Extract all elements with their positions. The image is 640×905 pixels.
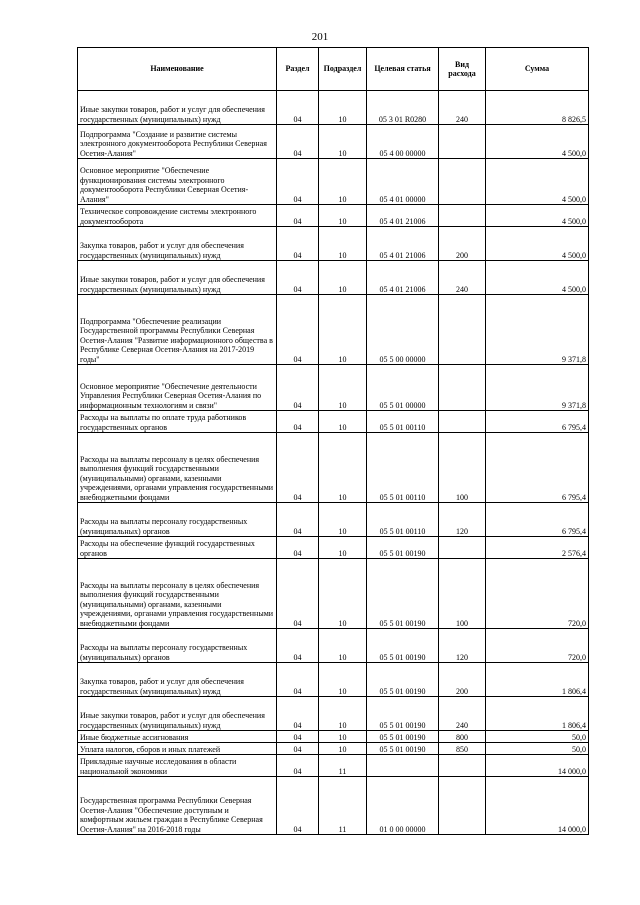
row-section: 04 bbox=[277, 365, 319, 411]
row-name: Подпрограмма "Обеспечение реализации Государственной программы Республики Северная Осетия-Алания "Развитие информационного общества в Республике Северная Осетия-Алания на 2017-2019 годы" bbox=[78, 295, 277, 365]
table-row bbox=[78, 125, 589, 159]
row-section: 04 bbox=[277, 743, 319, 755]
table-row bbox=[78, 91, 589, 125]
row-amount: 9 371,8 bbox=[486, 365, 589, 411]
row-amount: 14 000,0 bbox=[486, 777, 589, 835]
table-row bbox=[78, 365, 589, 411]
row-section: 04 bbox=[277, 629, 319, 663]
row-expense-type: 120 bbox=[439, 503, 486, 537]
table-row bbox=[78, 227, 589, 261]
row-expense-type bbox=[439, 159, 486, 205]
row-target: 05 4 01 21006 bbox=[367, 205, 439, 227]
table-header-row bbox=[78, 48, 589, 91]
row-amount: 50,0 bbox=[486, 743, 589, 755]
header-expense-type: Вид расхода bbox=[439, 48, 486, 91]
row-target: 05 5 00 00000 bbox=[367, 295, 439, 365]
row-name: Расходы на выплаты персоналу государственных (муниципальных) органов bbox=[78, 503, 277, 537]
table-row bbox=[78, 433, 589, 503]
row-subsection: 10 bbox=[319, 697, 367, 731]
row-target: 05 5 01 00190 bbox=[367, 559, 439, 629]
table-row bbox=[78, 777, 589, 835]
row-target: 01 0 00 00000 bbox=[367, 777, 439, 835]
table-row bbox=[78, 743, 589, 755]
row-expense-type: 120 bbox=[439, 629, 486, 663]
row-expense-type: 240 bbox=[439, 91, 486, 125]
row-target: 05 5 01 00190 bbox=[367, 663, 439, 697]
row-section: 04 bbox=[277, 697, 319, 731]
header-amount: Сумма bbox=[486, 48, 589, 91]
budget-table bbox=[77, 47, 589, 835]
header-section: Раздел bbox=[277, 48, 319, 91]
row-amount: 720,0 bbox=[486, 629, 589, 663]
row-amount: 4 500,0 bbox=[486, 261, 589, 295]
row-subsection: 10 bbox=[319, 433, 367, 503]
row-name: Уплата налогов, сборов и иных платежей bbox=[78, 743, 277, 755]
row-amount: 8 826,5 bbox=[486, 91, 589, 125]
row-section: 04 bbox=[277, 159, 319, 205]
row-name: Подпрограмма "Создание и развитие системы электронного документооборота Республики Северная Осетия-Алания" bbox=[78, 125, 277, 159]
row-amount: 6 795,4 bbox=[486, 433, 589, 503]
row-expense-type: 240 bbox=[439, 697, 486, 731]
row-amount: 4 500,0 bbox=[486, 125, 589, 159]
row-subsection: 10 bbox=[319, 205, 367, 227]
row-section: 04 bbox=[277, 227, 319, 261]
table-row bbox=[78, 205, 589, 227]
row-subsection: 10 bbox=[319, 261, 367, 295]
row-section: 04 bbox=[277, 755, 319, 777]
table-row bbox=[78, 411, 589, 433]
table-row bbox=[78, 697, 589, 731]
row-expense-type: 240 bbox=[439, 261, 486, 295]
row-amount: 4 500,0 bbox=[486, 159, 589, 205]
row-amount: 1 806,4 bbox=[486, 697, 589, 731]
row-target: 05 5 01 00000 bbox=[367, 365, 439, 411]
row-name: Иные закупки товаров, работ и услуг для обеспечения государственных (муниципальных) нужд bbox=[78, 261, 277, 295]
row-target: 05 5 01 00190 bbox=[367, 743, 439, 755]
table-row bbox=[78, 559, 589, 629]
table-row bbox=[78, 159, 589, 205]
table-row bbox=[78, 629, 589, 663]
row-name: Основное мероприятие "Обеспечение деятельности Управления Республики Северная Осетия-Алания по информационным технологиям и связи" bbox=[78, 365, 277, 411]
row-section: 04 bbox=[277, 537, 319, 559]
row-target: 05 3 01 R0280 bbox=[367, 91, 439, 125]
row-target: 05 5 01 00190 bbox=[367, 697, 439, 731]
row-expense-type bbox=[439, 295, 486, 365]
row-subsection: 10 bbox=[319, 365, 367, 411]
row-amount: 4 500,0 bbox=[486, 205, 589, 227]
row-amount: 2 576,4 bbox=[486, 537, 589, 559]
row-target: 05 5 01 00110 bbox=[367, 433, 439, 503]
row-name: Государственная программа Республики Северная Осетия-Алания "Обеспечение доступным и комфортным жильем граждан в Республике Северная Осетия-Алания" на 2016-2018 годы bbox=[78, 777, 277, 835]
row-expense-type bbox=[439, 205, 486, 227]
row-expense-type bbox=[439, 537, 486, 559]
header-subsection: Подраздел bbox=[319, 48, 367, 91]
row-target: 05 4 01 21006 bbox=[367, 227, 439, 261]
row-target: 05 5 01 00190 bbox=[367, 537, 439, 559]
row-section: 04 bbox=[277, 411, 319, 433]
table-row bbox=[78, 537, 589, 559]
row-section: 04 bbox=[277, 777, 319, 835]
row-name: Прикладные научные исследования в области национальной экономики bbox=[78, 755, 277, 777]
header-name: Наименование bbox=[78, 48, 277, 91]
row-section: 04 bbox=[277, 559, 319, 629]
row-target: 05 4 01 21006 bbox=[367, 261, 439, 295]
table-row bbox=[78, 731, 589, 743]
row-subsection: 10 bbox=[319, 629, 367, 663]
row-section: 04 bbox=[277, 503, 319, 537]
row-name: Закупка товаров, работ и услуг для обеспечения государственных (муниципальных) нужд bbox=[78, 227, 277, 261]
row-target: 05 4 00 00000 bbox=[367, 125, 439, 159]
row-amount: 14 000,0 bbox=[486, 755, 589, 777]
row-name: Закупка товаров, работ и услуг для обеспечения государственных (муниципальных) нужд bbox=[78, 663, 277, 697]
row-subsection: 10 bbox=[319, 91, 367, 125]
row-amount: 4 500,0 bbox=[486, 227, 589, 261]
row-amount: 6 795,4 bbox=[486, 411, 589, 433]
row-target: 05 5 01 00110 bbox=[367, 503, 439, 537]
row-section: 04 bbox=[277, 91, 319, 125]
row-expense-type: 200 bbox=[439, 227, 486, 261]
row-amount: 720,0 bbox=[486, 559, 589, 629]
row-name: Расходы на выплаты персоналу государственных (муниципальных) органов bbox=[78, 629, 277, 663]
row-subsection: 10 bbox=[319, 125, 367, 159]
row-expense-type bbox=[439, 125, 486, 159]
row-subsection: 11 bbox=[319, 755, 367, 777]
table-row bbox=[78, 261, 589, 295]
row-section: 04 bbox=[277, 433, 319, 503]
row-section: 04 bbox=[277, 261, 319, 295]
row-target: 05 5 01 00110 bbox=[367, 411, 439, 433]
row-expense-type: 800 bbox=[439, 731, 486, 743]
row-subsection: 10 bbox=[319, 295, 367, 365]
page-number: 201 bbox=[311, 31, 329, 43]
row-subsection: 10 bbox=[319, 731, 367, 743]
row-expense-type bbox=[439, 411, 486, 433]
row-subsection: 11 bbox=[319, 777, 367, 835]
row-expense-type bbox=[439, 365, 486, 411]
row-section: 04 bbox=[277, 125, 319, 159]
row-name: Иные бюджетные ассигнования bbox=[78, 731, 277, 743]
row-target: 05 4 01 00000 bbox=[367, 159, 439, 205]
row-target: 05 5 01 00190 bbox=[367, 731, 439, 743]
row-name: Иные закупки товаров, работ и услуг для обеспечения государственных (муниципальных) нужд bbox=[78, 697, 277, 731]
table-row bbox=[78, 663, 589, 697]
row-amount: 50,0 bbox=[486, 731, 589, 743]
row-name: Техническое сопровождение системы электронного документооборота bbox=[78, 205, 277, 227]
row-subsection: 10 bbox=[319, 537, 367, 559]
row-section: 04 bbox=[277, 731, 319, 743]
row-subsection: 10 bbox=[319, 503, 367, 537]
row-name: Основное мероприятие "Обеспечение функционирования системы электронного документооборота Республики Северная Осетия-Алания" bbox=[78, 159, 277, 205]
row-name: Расходы на выплаты персоналу в целях обеспечения выполнения функций государственными (муниципальными) органами, казенными учреждениями, органами управления государственными внебюджетными фондами bbox=[78, 433, 277, 503]
row-target: 05 5 01 00190 bbox=[367, 629, 439, 663]
row-subsection: 10 bbox=[319, 663, 367, 697]
table-row bbox=[78, 755, 589, 777]
header-target: Целевая статья bbox=[367, 48, 439, 91]
row-name: Иные закупки товаров, работ и услуг для обеспечения государственных (муниципальных) нужд bbox=[78, 91, 277, 125]
row-subsection: 10 bbox=[319, 559, 367, 629]
row-expense-type: 100 bbox=[439, 433, 486, 503]
row-section: 04 bbox=[277, 295, 319, 365]
row-subsection: 10 bbox=[319, 159, 367, 205]
row-target bbox=[367, 755, 439, 777]
row-name: Расходы на выплаты по оплате труда работников государственных органов bbox=[78, 411, 277, 433]
row-subsection: 10 bbox=[319, 227, 367, 261]
row-expense-type bbox=[439, 755, 486, 777]
row-amount: 1 806,4 bbox=[486, 663, 589, 697]
table-row bbox=[78, 295, 589, 365]
row-expense-type: 850 bbox=[439, 743, 486, 755]
row-amount: 9 371,8 bbox=[486, 295, 589, 365]
row-name: Расходы на выплаты персоналу в целях обеспечения выполнения функций государственными (муниципальными) органами, казенными учреждениями, органами управления государственными внебюджетными фондами bbox=[78, 559, 277, 629]
row-subsection: 10 bbox=[319, 411, 367, 433]
row-expense-type: 200 bbox=[439, 663, 486, 697]
row-section: 04 bbox=[277, 663, 319, 697]
table-row bbox=[78, 503, 589, 537]
row-section: 04 bbox=[277, 205, 319, 227]
row-expense-type: 100 bbox=[439, 559, 486, 629]
row-expense-type bbox=[439, 777, 486, 835]
row-amount: 6 795,4 bbox=[486, 503, 589, 537]
row-subsection: 10 bbox=[319, 743, 367, 755]
row-name: Расходы на обеспечение функций государственных органов bbox=[78, 537, 277, 559]
